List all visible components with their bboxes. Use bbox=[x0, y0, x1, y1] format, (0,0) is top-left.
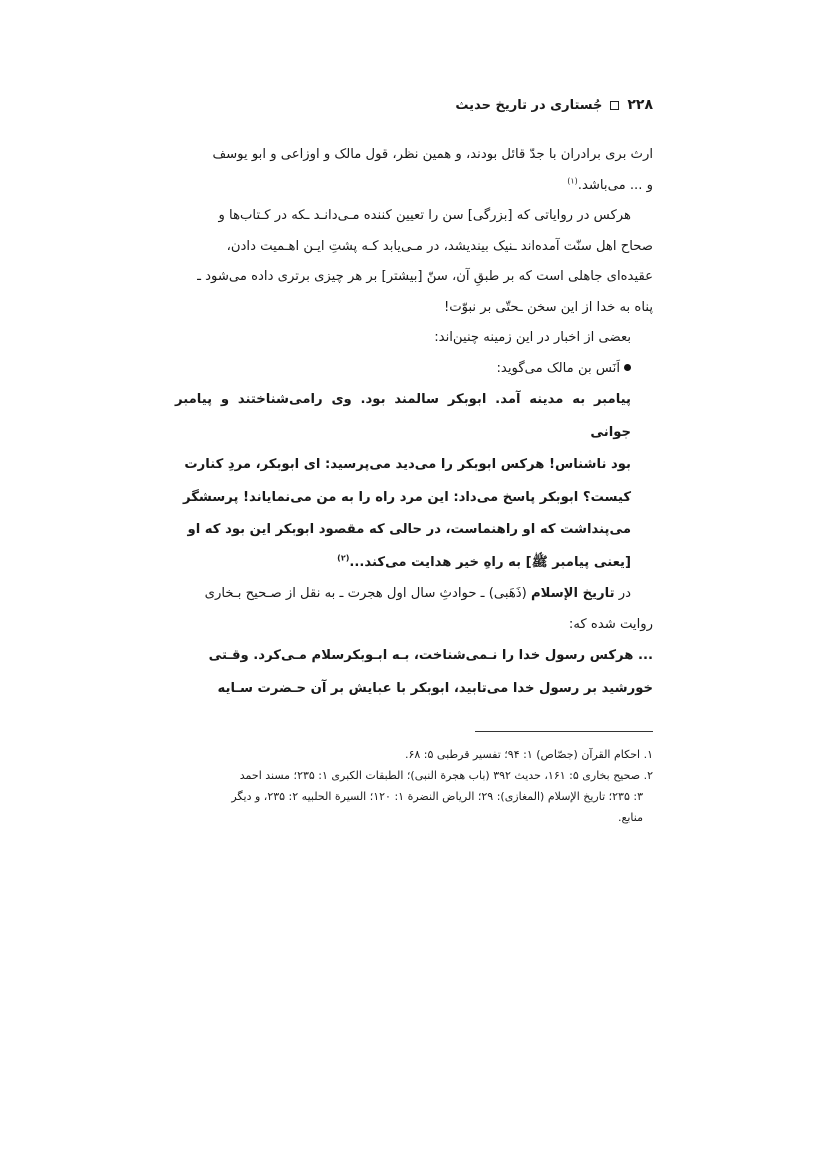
footnote-ref-1: (۱) bbox=[567, 176, 578, 186]
line: می‌پنداشت که او راهنماست، در حالی که مقصود ابوبکر این بود که او bbox=[187, 522, 631, 537]
line: بود ناشناس! هرکس ابوبکر را می‌دید می‌پرسید: ای ابوبکر، مردِ کنارت bbox=[184, 457, 631, 472]
running-header bbox=[175, 92, 653, 118]
footnote-divider bbox=[475, 731, 653, 732]
paragraph-1 bbox=[175, 140, 653, 201]
running-title: جُستاری در تاریخ حدیث bbox=[455, 97, 603, 113]
line: و ... می‌باشد. bbox=[577, 177, 653, 193]
paragraph-3 bbox=[175, 323, 653, 354]
footnote-ref-2: (۲) bbox=[337, 553, 350, 563]
line: پیامبر به مدینه آمد. ابوبکر سالمند بود. وی را‌می‌شناختند و پیامبر جوانی bbox=[175, 392, 631, 440]
quote-1 bbox=[175, 384, 653, 579]
line: ارث بری برادران با جدّ قائل بودند، و همین نظر، قول مالک و اوزاعی و ابو یوسف bbox=[212, 147, 653, 162]
bullet-item bbox=[175, 354, 653, 385]
line: (ذَهَبی) ـ حوادثِ سال اول هجرت ـ به نقل از صـحیح بـخاری bbox=[204, 586, 527, 601]
line: خورشید بر رسول خدا می‌تابید، ابوبکر با عبایش بر آن حـضرت سـایه bbox=[217, 680, 653, 696]
line: پناه به خدا از این سخن ـحتّی بر نبوّت! bbox=[443, 299, 653, 315]
line: عقیده‌ای جاهلی است که بر طبقِ آن، سنّ [بیشتر] بر هر چیزی برتری داده می‌شود ـ bbox=[197, 269, 653, 284]
footnotes bbox=[175, 744, 653, 828]
line: بعضی از اخبار در این زمینه چنین‌اند: bbox=[434, 330, 631, 345]
line: ۲. صحیح بخاری ۵: ۱۶۱، حدیث ۳۹۲ (باب هجرة النبی)؛ الطبقات الکبری ۱: ۲۳۵؛ مسند احمد bbox=[239, 769, 653, 782]
line: کیست؟ ابوبکر پاسخ می‌داد: این مرد راه را به من می‌نمایاند! پرسشگر bbox=[183, 489, 631, 505]
paragraph-5 bbox=[175, 579, 653, 640]
line: روایت شده که: bbox=[568, 616, 653, 632]
line: صحاح اهل سنّت آمده‌اند ـنیک بیندیشد، در مـی‌یابد کـه پشتِ ایـن اهـمیت دادن، bbox=[226, 238, 653, 254]
footnote-2 bbox=[175, 765, 653, 828]
bullet-dot-icon bbox=[624, 364, 631, 371]
page-number: ۲۲۸ bbox=[627, 97, 653, 113]
line: منابع. bbox=[618, 811, 643, 824]
paragraph-2 bbox=[175, 201, 653, 323]
quote-2 bbox=[175, 640, 653, 705]
line: [یعنی پیامبر ﷺ] به راهِ خیر هدایت می‌کند... bbox=[349, 554, 631, 570]
book-page bbox=[175, 92, 653, 828]
main-text bbox=[175, 140, 653, 705]
footnote-1: ۱. احکام القرآن (جصّاص) ۱: ۹۴؛ تفسیر قرطبی ۵: ۶۸. bbox=[404, 748, 653, 761]
line: هرکس در روایاتی که [بزرگی] سن را تعیین کننده مـی‌دانـد ـکه در کـتاب‌ها و bbox=[218, 208, 631, 223]
line: در bbox=[618, 586, 631, 601]
square-ornament-icon bbox=[610, 101, 619, 110]
line: ... هرکس رسول خدا را نـمی‌شناخت، بـه ابـوبکرسلام مـی‌کرد. وقـتی bbox=[208, 648, 653, 663]
book-title: تاریخ الإسلام bbox=[531, 586, 615, 601]
line: ۳: ۲۳۵؛ تاریخ الإسلام (المغازی): ۲۹؛ الریاض النضرة ۱: ۱۲۰؛ السیرة الحلبیه ۲: ۲۳۵، و دیگر bbox=[231, 790, 643, 803]
line: اَنَس بن مالک می‌گوید: bbox=[496, 360, 620, 376]
